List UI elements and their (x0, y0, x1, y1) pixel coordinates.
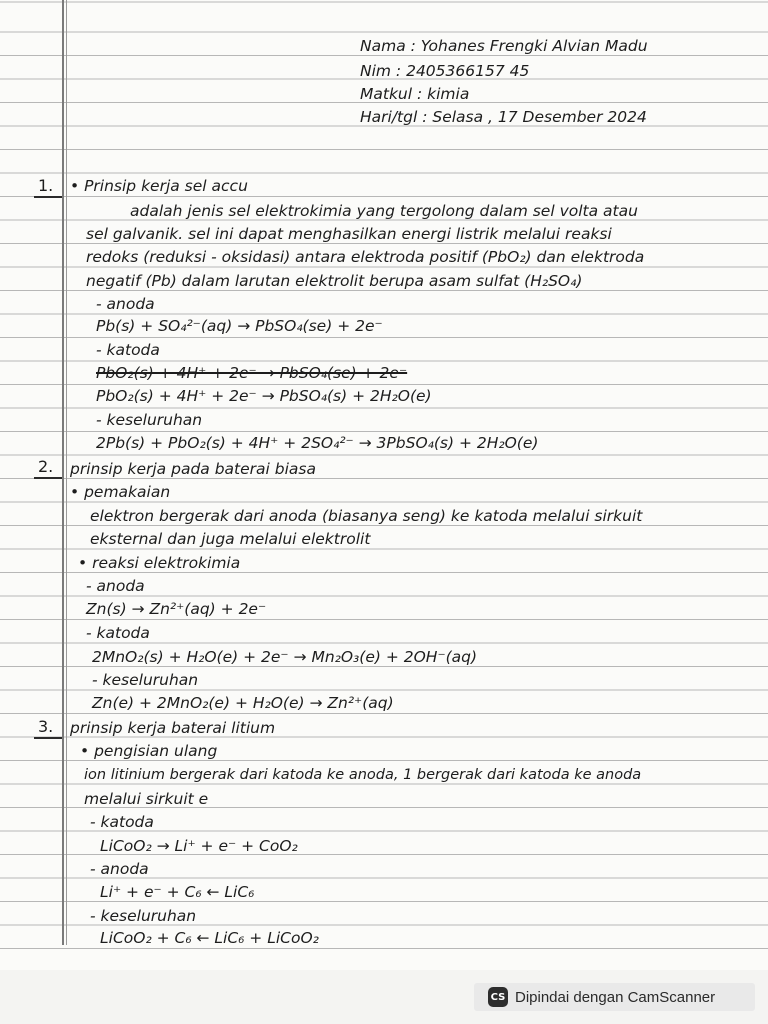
section-3-number: 3. (38, 717, 54, 736)
section-2-number-underline (34, 477, 62, 479)
section-2-reaksi: • reaksi elektrokimia (78, 554, 241, 572)
section-1-number-underline (34, 196, 62, 198)
section-2-number: 2. (38, 457, 54, 476)
margin-line (62, 0, 64, 945)
header-hari: Hari/tgl : Selasa , 17 Desember 2024 (360, 108, 647, 126)
section-2-katoda-equation: 2MnO₂(s) + H₂O(e) + 2e⁻ → Mn₂O₃(e) + 2OH⁻(aq) (92, 648, 478, 666)
camscanner-label: Dipindai dengan CamScanner (515, 988, 716, 1006)
section-3-pengisian: • pengisian ulang (80, 742, 218, 760)
section-2-total-equation: Zn(e) + 2MnO₂(e) + H₂O(e) → Zn²⁺(aq) (92, 694, 394, 712)
section-1-title: • Prinsip kerja sel accu (70, 177, 248, 195)
header-matkul: Matkul : kimia (360, 85, 470, 103)
section-3-para-line-2: melalui sirkuit e (84, 790, 209, 808)
section-1-katoda-crossed-out-equation: PbO₂(s) + 4H⁺ + 2e⁻ → PbSO₄(se) + 2e⁻ (96, 364, 408, 382)
section-2-para-line-2: eksternal dan juga melalui elektrolit (90, 530, 371, 548)
header-nama: Nama : Yohanes Frengki Alvian Madu (360, 37, 648, 55)
section-1-total-equation: 2Pb(s) + PbO₂(s) + 4H⁺ + 2SO₄²⁻ → 3PbSO₄(s) + 2H₂O(e) (96, 434, 539, 452)
section-2-title: prinsip kerja pada baterai biasa (70, 460, 316, 478)
section-1-para-line-2: sel galvanik. sel ini dapat menghasilkan energi listrik melalui reaksi (86, 225, 612, 243)
section-2-katoda-label: - katoda (86, 624, 150, 642)
camscanner-watermark (474, 983, 755, 1011)
section-1-katoda-equation: PbO₂(s) + 4H⁺ + 2e⁻ → PbSO₄(s) + 2H₂O(e) (96, 387, 432, 405)
section-2-pemakaian: • pemakaian (70, 483, 171, 501)
section-3-katoda-label: - katoda (90, 813, 154, 831)
section-1-para-line-3: redoks (reduksi - oksidasi) antara elektroda positif (PbO₂) dan elektroda (86, 248, 645, 266)
section-3-anoda-equation: Li⁺ + e⁻ + C₆ ← LiC₆ (100, 883, 255, 901)
section-3-total-label: - keseluruhan (90, 907, 197, 925)
section-1-anoda-equation: Pb(s) + SO₄²⁻(aq) → PbSO₄(se) + 2e⁻ (96, 317, 383, 335)
section-1-number: 1. (38, 176, 54, 195)
section-2-anoda-equation: Zn(s) → Zn²⁺(aq) + 2e⁻ (86, 600, 267, 618)
camscanner-icon: CS (488, 987, 508, 1007)
section-1-total-label: - keseluruhan (96, 411, 203, 429)
section-1-anoda-label: - anoda (96, 295, 155, 313)
section-1-para-line-4: negatif (Pb) dalam larutan elektrolit berupa asam sulfat (H₂SO₄) (86, 272, 583, 290)
margin-line-inner (66, 0, 67, 945)
section-2-para-line-1: elektron bergerak dari anoda (biasanya seng) ke katoda melalui sirkuit (90, 507, 643, 525)
section-3-total-equation: LiCoO₂ + C₆ ← LiC₆ + LiCoO₂ (100, 929, 319, 947)
section-1-para-line-1: adalah jenis sel elektrokimia yang tergolong dalam sel volta atau (130, 202, 638, 220)
section-3-katoda-equation: LiCoO₂ → Li⁺ + e⁻ + CoO₂ (100, 837, 298, 855)
section-3-para-line-1: ion litinium bergerak dari katoda ke anoda, 1 bergerak dari katoda ke anoda (84, 767, 642, 783)
section-2-total-label: - keseluruhan (92, 671, 199, 689)
section-3-number-underline (34, 737, 62, 739)
section-3-anoda-label: - anoda (90, 860, 149, 878)
section-1-katoda-label: - katoda (96, 341, 160, 359)
section-3-title: prinsip kerja baterai litium (70, 719, 276, 737)
header-nim: Nim : 2405366157 45 (360, 62, 530, 80)
section-2-anoda-label: - anoda (86, 577, 145, 595)
